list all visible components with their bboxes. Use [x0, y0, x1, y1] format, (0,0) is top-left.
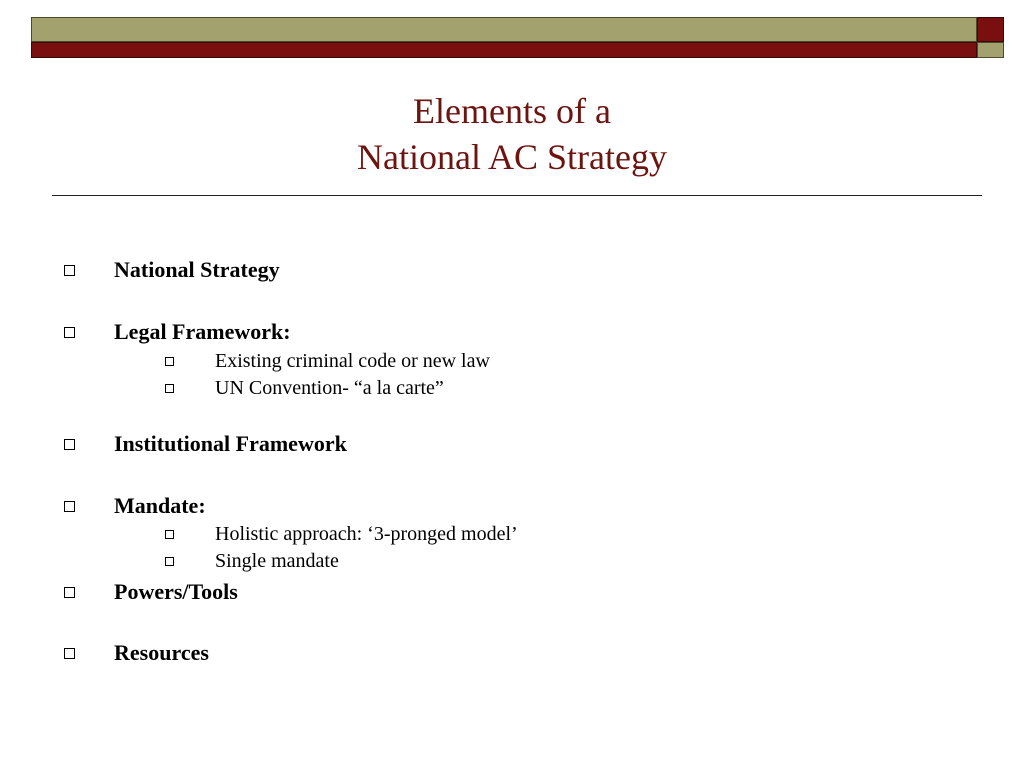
hollow-square-bullet-icon: [64, 327, 75, 338]
bullet-resources: Resources: [114, 640, 209, 665]
bullet-national-strategy: National Strategy: [114, 257, 280, 282]
hollow-square-bullet-icon: [165, 384, 174, 393]
bullet-institutional-framework: Institutional Framework: [114, 431, 347, 456]
hollow-square-bullet-icon: [64, 439, 75, 450]
sub-bullet-single-mandate: Single mandate: [215, 550, 339, 572]
sub-bullet-holistic-approach: Holistic approach: ‘3-pronged model’: [215, 523, 518, 545]
sub-bullet-un-convention: UN Convention- “a la carte”: [215, 377, 444, 399]
hollow-square-bullet-icon: [165, 530, 174, 539]
hollow-square-bullet-icon: [165, 557, 174, 566]
hollow-square-bullet-icon: [64, 587, 75, 598]
bullet-legal-framework: Legal Framework:: [114, 319, 291, 344]
bullet-mandate: Mandate:: [114, 493, 206, 518]
hollow-square-bullet-icon: [64, 501, 75, 512]
slide-title-line-2: National AC Strategy: [357, 137, 667, 177]
slide-title-line-1: Elements of a: [413, 91, 611, 131]
hollow-square-bullet-icon: [165, 357, 174, 366]
hollow-square-bullet-icon: [64, 648, 75, 659]
hollow-square-bullet-icon: [64, 265, 75, 276]
bullet-powers-tools: Powers/Tools: [114, 579, 238, 604]
sub-bullet-criminal-code: Existing criminal code or new law: [215, 350, 490, 372]
